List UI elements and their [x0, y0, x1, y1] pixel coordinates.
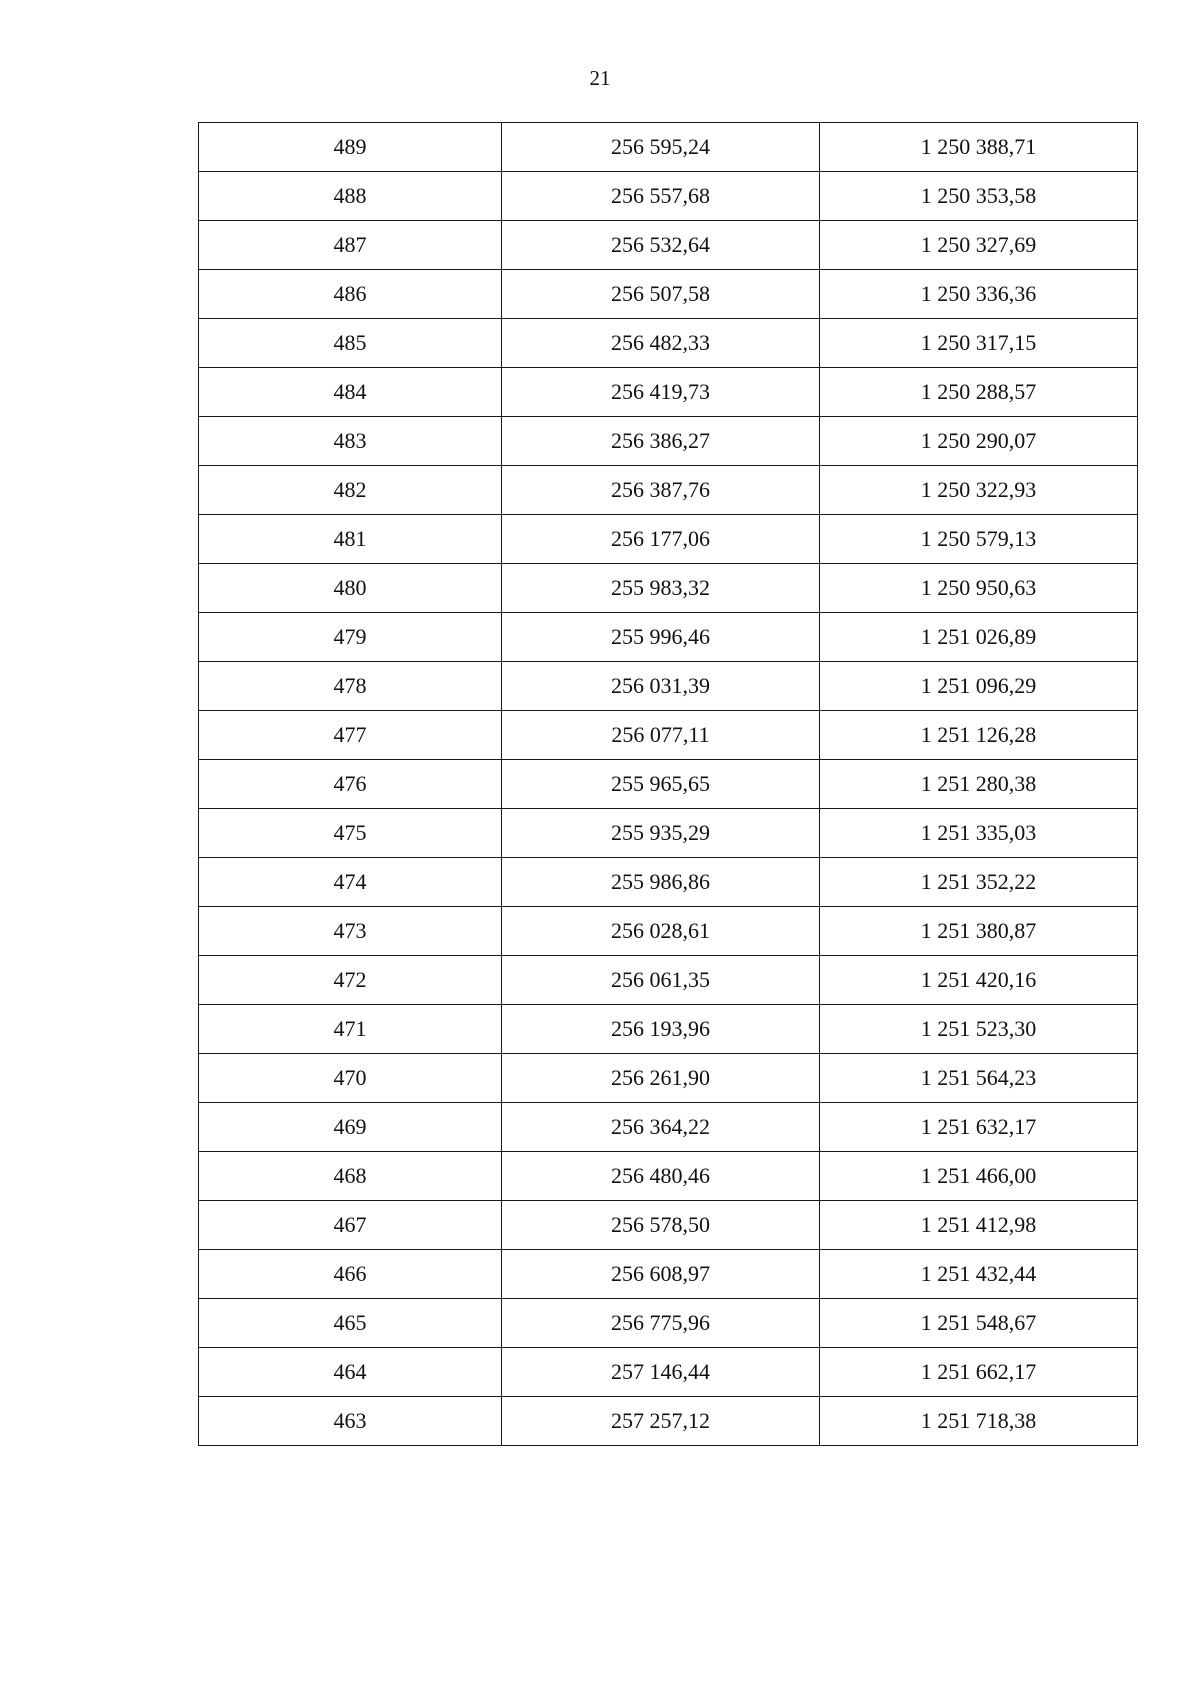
x-coordinate-cell: 256 419,73: [502, 368, 820, 417]
point-number-cell: 479: [199, 613, 502, 662]
table-row: [199, 711, 1138, 760]
y-coordinate-cell: 1 251 380,87: [820, 907, 1138, 956]
point-number-cell: 487: [199, 221, 502, 270]
x-coordinate-cell: 256 595,24: [502, 123, 820, 172]
y-coordinate-cell: 1 251 126,28: [820, 711, 1138, 760]
x-coordinate-cell: 256 177,06: [502, 515, 820, 564]
y-coordinate-cell: 1 251 662,17: [820, 1348, 1138, 1397]
table-row: [199, 417, 1138, 466]
y-coordinate-cell: 1 251 564,23: [820, 1054, 1138, 1103]
table-row: [199, 564, 1138, 613]
point-number-cell: 473: [199, 907, 502, 956]
y-coordinate-cell: 1 250 327,69: [820, 221, 1138, 270]
table-row: [199, 123, 1138, 172]
y-coordinate-cell: 1 250 322,93: [820, 466, 1138, 515]
table-row: [199, 907, 1138, 956]
y-coordinate-cell: 1 251 335,03: [820, 809, 1138, 858]
point-number-cell: 465: [199, 1299, 502, 1348]
x-coordinate-cell: 256 193,96: [502, 1005, 820, 1054]
table-row: [199, 760, 1138, 809]
point-number-cell: 463: [199, 1397, 502, 1446]
point-number-cell: 480: [199, 564, 502, 613]
table-row: [199, 368, 1138, 417]
point-number-cell: 469: [199, 1103, 502, 1152]
table-row: [199, 270, 1138, 319]
x-coordinate-cell: 256 578,50: [502, 1201, 820, 1250]
point-number-cell: 478: [199, 662, 502, 711]
x-coordinate-cell: 256 482,33: [502, 319, 820, 368]
point-number-cell: 488: [199, 172, 502, 221]
table-row: [199, 515, 1138, 564]
table-row: [199, 1054, 1138, 1103]
table-row: [199, 1152, 1138, 1201]
y-coordinate-cell: 1 251 096,29: [820, 662, 1138, 711]
point-number-cell: 467: [199, 1201, 502, 1250]
point-number-cell: 471: [199, 1005, 502, 1054]
coordinates-table-body: [199, 123, 1138, 1446]
x-coordinate-cell: 256 261,90: [502, 1054, 820, 1103]
point-number-cell: 477: [199, 711, 502, 760]
point-number-cell: 475: [199, 809, 502, 858]
table-row: [199, 1250, 1138, 1299]
x-coordinate-cell: 255 983,32: [502, 564, 820, 613]
y-coordinate-cell: 1 251 352,22: [820, 858, 1138, 907]
x-coordinate-cell: 256 028,61: [502, 907, 820, 956]
coordinates-table: [198, 122, 1138, 1446]
y-coordinate-cell: 1 250 290,07: [820, 417, 1138, 466]
table-row: [199, 221, 1138, 270]
y-coordinate-cell: 1 251 280,38: [820, 760, 1138, 809]
x-coordinate-cell: 256 775,96: [502, 1299, 820, 1348]
y-coordinate-cell: 1 251 632,17: [820, 1103, 1138, 1152]
x-coordinate-cell: 256 061,35: [502, 956, 820, 1005]
x-coordinate-cell: 257 257,12: [502, 1397, 820, 1446]
table-row: [199, 1005, 1138, 1054]
table-row: [199, 662, 1138, 711]
y-coordinate-cell: 1 250 388,71: [820, 123, 1138, 172]
y-coordinate-cell: 1 251 432,44: [820, 1250, 1138, 1299]
x-coordinate-cell: 256 364,22: [502, 1103, 820, 1152]
y-coordinate-cell: 1 251 026,89: [820, 613, 1138, 662]
point-number-cell: 466: [199, 1250, 502, 1299]
x-coordinate-cell: 256 077,11: [502, 711, 820, 760]
y-coordinate-cell: 1 250 950,63: [820, 564, 1138, 613]
point-number-cell: 464: [199, 1348, 502, 1397]
point-number-cell: 474: [199, 858, 502, 907]
y-coordinate-cell: 1 251 523,30: [820, 1005, 1138, 1054]
point-number-cell: 485: [199, 319, 502, 368]
y-coordinate-cell: 1 251 412,98: [820, 1201, 1138, 1250]
point-number-cell: 486: [199, 270, 502, 319]
y-coordinate-cell: 1 250 579,13: [820, 515, 1138, 564]
x-coordinate-cell: 255 996,46: [502, 613, 820, 662]
point-number-cell: 489: [199, 123, 502, 172]
table-row: [199, 466, 1138, 515]
x-coordinate-cell: 256 532,64: [502, 221, 820, 270]
table-row: [199, 319, 1138, 368]
x-coordinate-cell: 256 507,58: [502, 270, 820, 319]
point-number-cell: 472: [199, 956, 502, 1005]
x-coordinate-cell: 256 557,68: [502, 172, 820, 221]
x-coordinate-cell: 255 935,29: [502, 809, 820, 858]
point-number-cell: 476: [199, 760, 502, 809]
x-coordinate-cell: 255 965,65: [502, 760, 820, 809]
x-coordinate-cell: 255 986,86: [502, 858, 820, 907]
point-number-cell: 484: [199, 368, 502, 417]
table-row: [199, 1397, 1138, 1446]
point-number-cell: 483: [199, 417, 502, 466]
y-coordinate-cell: 1 251 718,38: [820, 1397, 1138, 1446]
table-row: [199, 809, 1138, 858]
y-coordinate-cell: 1 251 466,00: [820, 1152, 1138, 1201]
table-row: [199, 1348, 1138, 1397]
x-coordinate-cell: 257 146,44: [502, 1348, 820, 1397]
y-coordinate-cell: 1 251 420,16: [820, 956, 1138, 1005]
page-number: 21: [589, 66, 611, 90]
table-row: [199, 172, 1138, 221]
table-row: [199, 1299, 1138, 1348]
x-coordinate-cell: 256 386,27: [502, 417, 820, 466]
x-coordinate-cell: 256 480,46: [502, 1152, 820, 1201]
table-row: [199, 613, 1138, 662]
table-row: [199, 858, 1138, 907]
y-coordinate-cell: 1 251 548,67: [820, 1299, 1138, 1348]
y-coordinate-cell: 1 250 317,15: [820, 319, 1138, 368]
y-coordinate-cell: 1 250 336,36: [820, 270, 1138, 319]
x-coordinate-cell: 256 387,76: [502, 466, 820, 515]
point-number-cell: 482: [199, 466, 502, 515]
table-row: [199, 1103, 1138, 1152]
y-coordinate-cell: 1 250 288,57: [820, 368, 1138, 417]
point-number-cell: 470: [199, 1054, 502, 1103]
x-coordinate-cell: 256 608,97: [502, 1250, 820, 1299]
table-row: [199, 956, 1138, 1005]
point-number-cell: 481: [199, 515, 502, 564]
x-coordinate-cell: 256 031,39: [502, 662, 820, 711]
table-row: [199, 1201, 1138, 1250]
y-coordinate-cell: 1 250 353,58: [820, 172, 1138, 221]
point-number-cell: 468: [199, 1152, 502, 1201]
